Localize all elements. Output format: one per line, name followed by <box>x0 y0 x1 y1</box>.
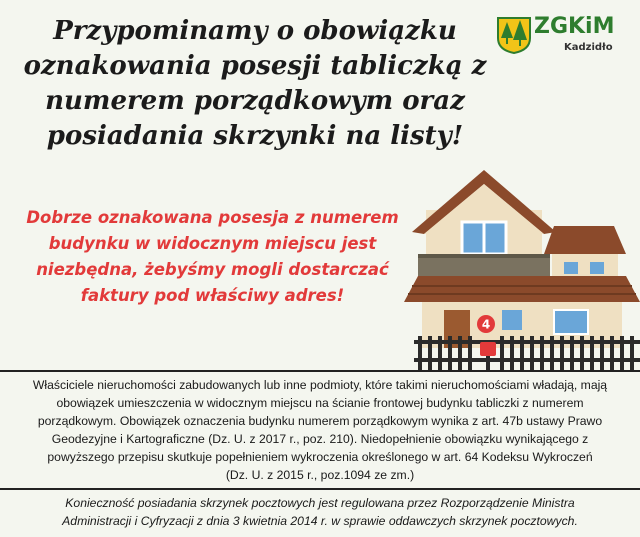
headline-line: posiadania skrzynki na listy! <box>46 121 464 151</box>
legal-text-line: porządkowym. Obowiązek oznaczenia budynku numerem porządkowym wynika z art. 47b ustawy Prawo <box>37 414 603 428</box>
top-divider <box>0 370 640 372</box>
legal-text-line: Właściciele nieruchomości zabudowanych lub inne podmioty, które takimi nieruchomościami władają, mają <box>32 378 608 392</box>
bottom-divider <box>0 488 640 490</box>
headline-line: numerem porządkowym oraz <box>45 86 465 116</box>
delivery-message-line: Dobrze oznakowana posesja z numerem <box>26 208 399 227</box>
delivery-message-line: faktury pod właściwy adres! <box>80 286 345 305</box>
legal-text <box>6 376 634 484</box>
headline-line: oznakowania posesji tabliczką z <box>23 51 487 81</box>
house-number: 4 <box>481 317 491 332</box>
fence <box>414 336 640 370</box>
logo-subtitle: Kadzidło <box>564 42 613 53</box>
house-side-roof <box>544 226 626 254</box>
logo-name: ZGKiM <box>534 14 615 39</box>
legal-text-line: (Dz. U. z 2015 r., poz.1094 ze zm.) <box>225 468 415 482</box>
legal-text-line: powyższego przepisu skutkuje popełnieniem wykroczenia określonego w art. 64 Kodeksu Wykroczeń <box>47 450 593 464</box>
tree-emblem-icon <box>496 14 532 54</box>
house-illustration <box>404 162 640 370</box>
legal-text-line: Geodezyjne i Kartograficzne (Dz. U. z 2017 r., poz. 210). Niedopełnienie obowiązku wynikającego z <box>51 432 589 446</box>
delivery-message <box>20 205 405 309</box>
headline-line: Przypominamy o obowiązku <box>53 16 457 46</box>
headline <box>20 14 490 154</box>
zgkim-logo <box>496 14 626 58</box>
house-side-window <box>590 262 604 274</box>
house-lower-roof <box>404 276 640 302</box>
house-ground-window <box>554 310 588 334</box>
delivery-message-line: niezbędna, żebyśmy mogli dostarczać <box>36 260 389 279</box>
regulation-note-line: Administracji i Cyfryzacji z dnia 3 kwietnia 2014 r. w sprawie oddawczych skrzynek pocztowych. <box>62 514 578 528</box>
regulation-note-line: Konieczność posiadania skrzynek pocztowych jest regulowana przez Rozporządzenie Ministra <box>65 496 575 510</box>
house-ground-window <box>502 310 522 330</box>
mailbox-icon <box>480 342 496 356</box>
legal-text-line: obowiązek umieszczenia w widocznym miejscu na ścianie frontowej budynku tabliczki z numerem <box>56 396 584 410</box>
delivery-message-line: budynku w widocznym miejscu jest <box>48 234 377 253</box>
house-side-window <box>564 262 578 274</box>
regulation-note <box>10 494 630 530</box>
